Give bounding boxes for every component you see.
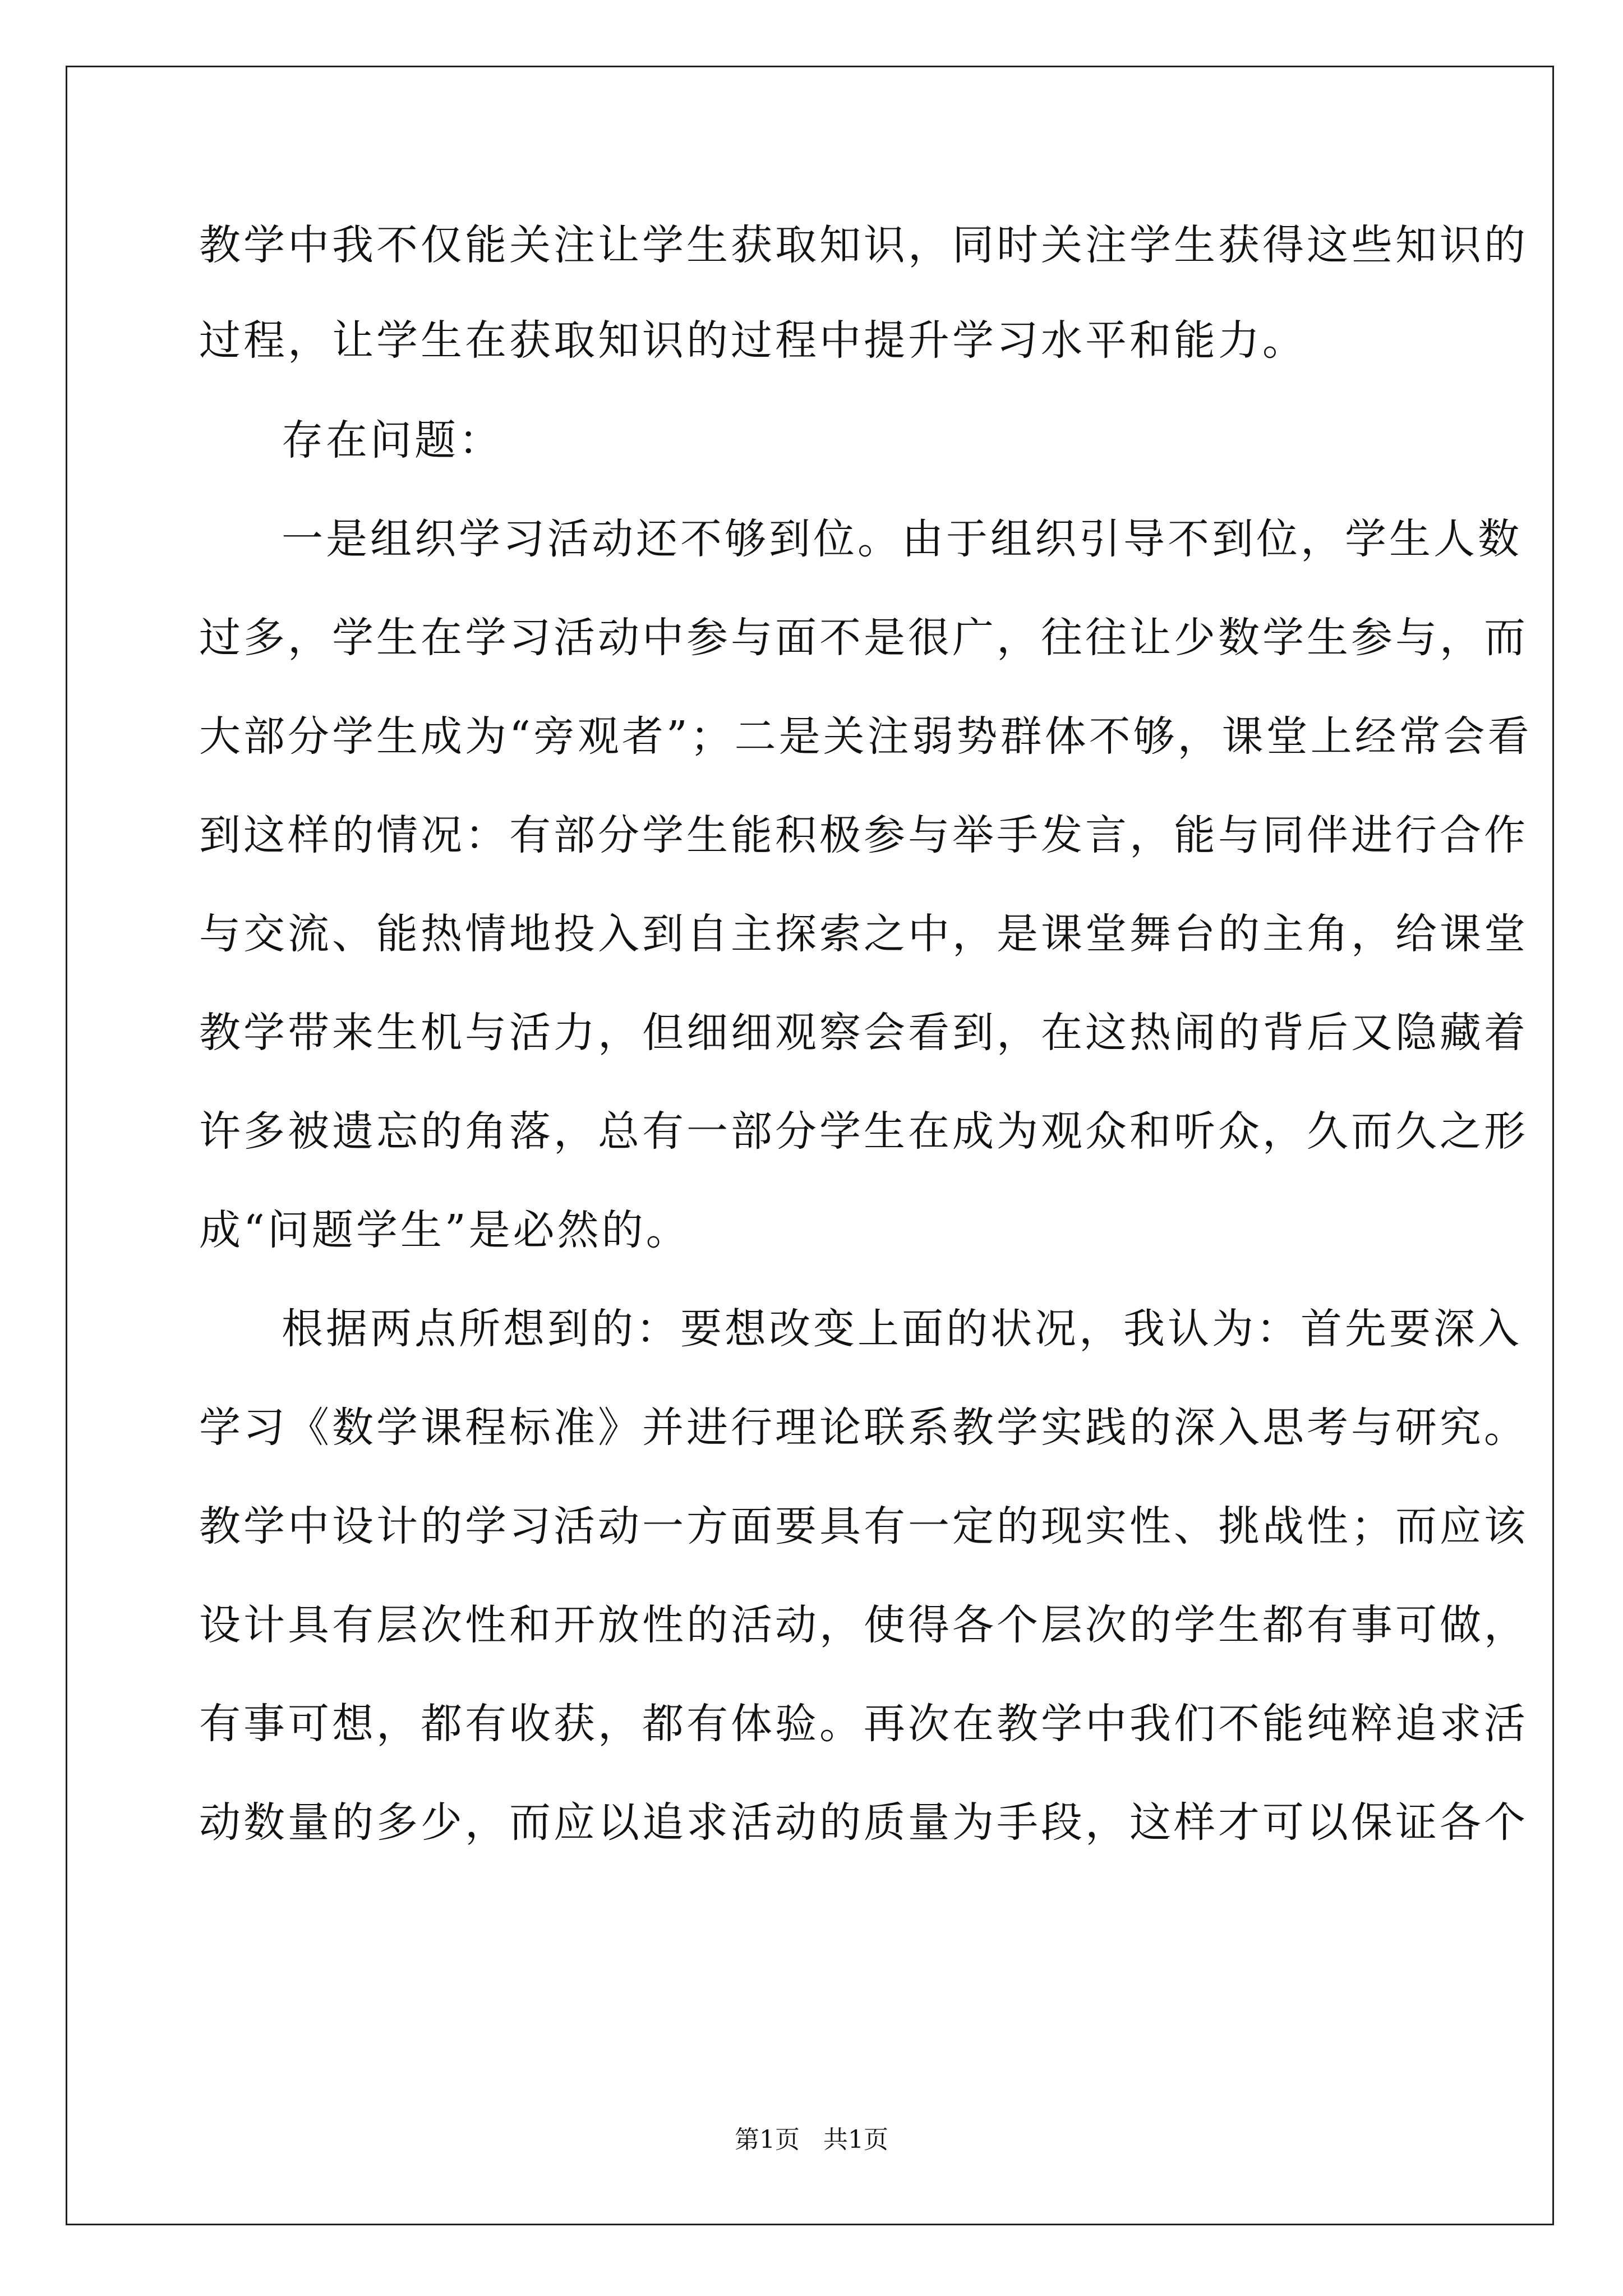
- text-line: 教学带来生机与活力，但细细观察会看到，在这热闹的背后又隐藏着: [199, 1009, 1528, 1057]
- text-line: 成“问题学生”是必然的。: [199, 1206, 690, 1254]
- text-line: 过程，让学生在获取知识的过程中提升学习水平和能力。: [199, 316, 1307, 365]
- paragraph-start-line: 根据两点所想到的：要想改变上面的状况，我认为：首先要深入: [282, 1305, 1522, 1353]
- page-number-footer: 第1页 共1页: [735, 2125, 888, 2154]
- text-line: 有事可想，都有收获，都有体验。再次在教学中我们不能纯粹追求活: [199, 1700, 1528, 1748]
- text-line: 设计具有层次性和开放性的活动，使得各个层次的学生都有事可做，: [199, 1601, 1528, 1649]
- text-line: 过多，学生在学习活动中参与面不是很广，往往让少数学生参与，而: [199, 614, 1528, 662]
- text-line: 教学中我不仅能关注让学生获取知识，同时关注学生获得这些知识的: [199, 221, 1528, 269]
- text-line: 与交流、能热情地投入到自主探索之中，是课堂舞台的主角，给课堂: [199, 910, 1528, 958]
- text-line: 动数量的多少，而应以追求活动的质量为手段，这样才可以保证各个: [199, 1798, 1528, 1847]
- paragraph-start-line: 一是组织学习活动还不够到位。由于组织引导不到位，学生人数: [282, 515, 1522, 563]
- text-line: 到这样的情况：有部分学生能积极参与举手发言，能与同伴进行合作: [199, 811, 1528, 859]
- text-line: 学习《数学课程标准》并进行理论联系教学实践的深入思考与研究。: [199, 1404, 1528, 1452]
- text-line: 教学中设计的学习活动一方面要具有一定的现实性、挑战性；而应该: [199, 1502, 1528, 1550]
- section-heading: 存在问题：: [282, 416, 503, 464]
- text-line: 大部分学生成为“旁观者”；二是关注弱势群体不够，课堂上经常会看: [199, 712, 1532, 761]
- text-line: 许多被遗忘的角落，总有一部分学生在成为观众和听众，久而久之形: [199, 1107, 1528, 1156]
